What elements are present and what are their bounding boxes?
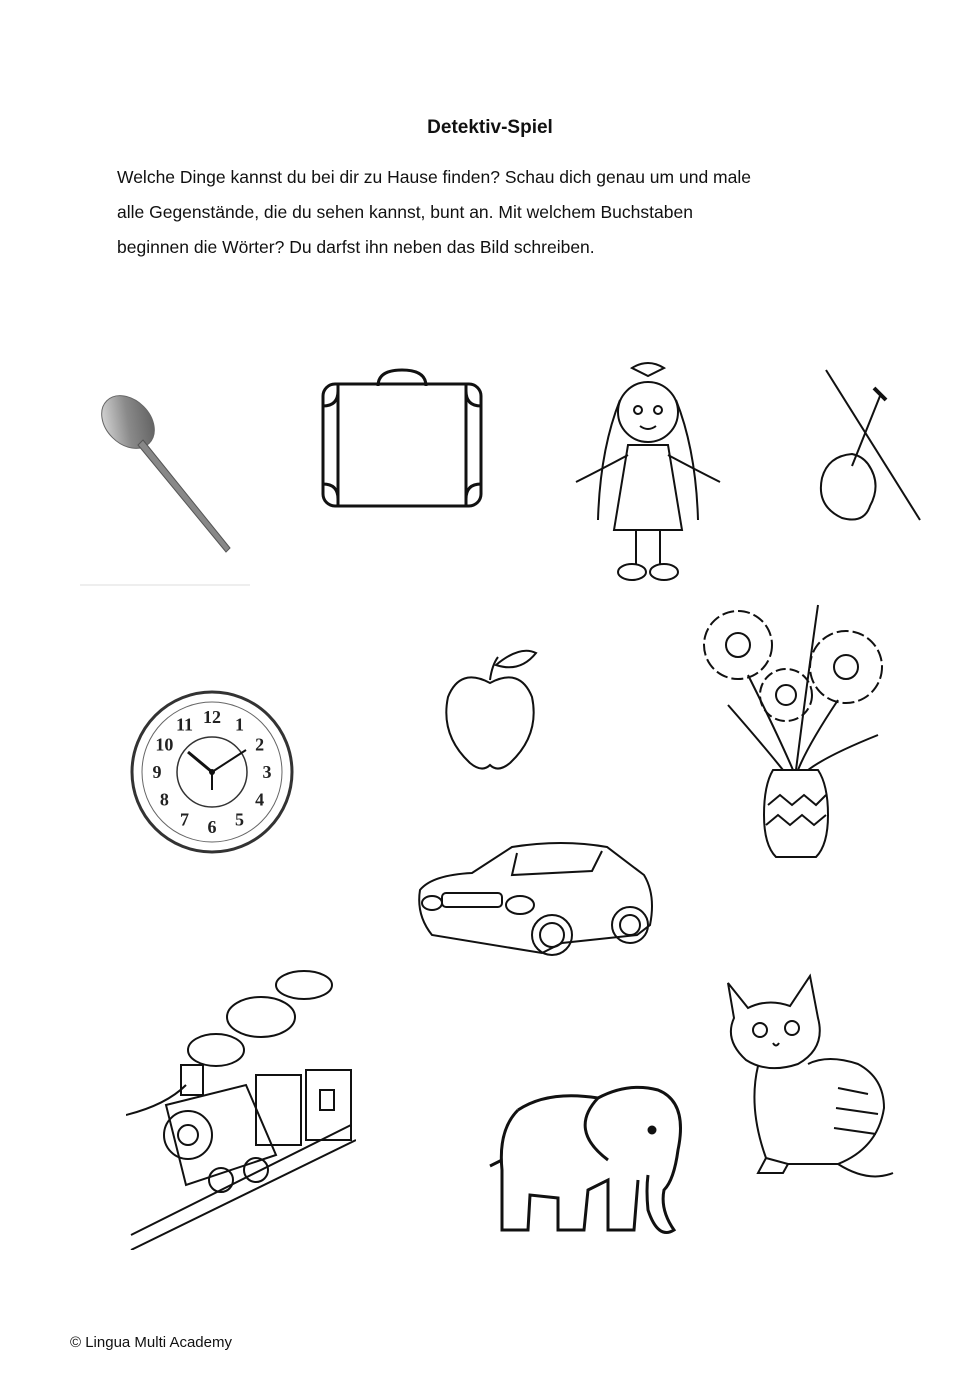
clock-numeral: 4 (255, 789, 265, 810)
clock-numeral: 11 (175, 714, 194, 735)
flower-vase-picture[interactable] (668, 585, 918, 870)
clock-picture[interactable] (128, 690, 296, 855)
spoon-picture[interactable] (80, 390, 255, 590)
clock-numeral: 8 (159, 789, 169, 810)
clock-numeral: 12 (203, 707, 221, 727)
clock-numeral: 5 (235, 809, 244, 830)
clock-numeral: 6 (207, 817, 217, 837)
train-picture[interactable] (126, 965, 356, 1250)
doll-picture[interactable] (570, 360, 725, 590)
suitcase-picture[interactable] (318, 366, 486, 511)
violin-picture[interactable] (808, 366, 928, 526)
apple-picture[interactable] (440, 645, 540, 775)
worksheet-title: Detektiv-Spiel (427, 117, 553, 138)
elephant-picture[interactable] (488, 1080, 693, 1245)
instructions (117, 160, 877, 265)
copyright-footer: © Lingua Multi Academy (70, 1334, 232, 1351)
instruction-line: Welche Dinge kannst du bei dir zu Hause finden? Schau dich genau um und male (117, 167, 751, 187)
clock-numeral: 7 (180, 809, 189, 830)
instruction-line: beginnen die Wörter? Du darfst ihn neben das Bild schreiben. (117, 237, 595, 257)
clock-numeral: 9 (152, 762, 162, 782)
car-picture[interactable] (412, 835, 657, 965)
clock-numeral: 1 (235, 714, 244, 735)
clock-numeral: 3 (262, 762, 272, 782)
cat-picture[interactable] (718, 968, 898, 1193)
instruction-line: alle Gegenstände, die du sehen kannst, bunt an. Mit welchem Buchstaben (117, 202, 693, 222)
clock-numeral: 2 (255, 734, 265, 755)
clock-numeral: 10 (155, 734, 174, 755)
